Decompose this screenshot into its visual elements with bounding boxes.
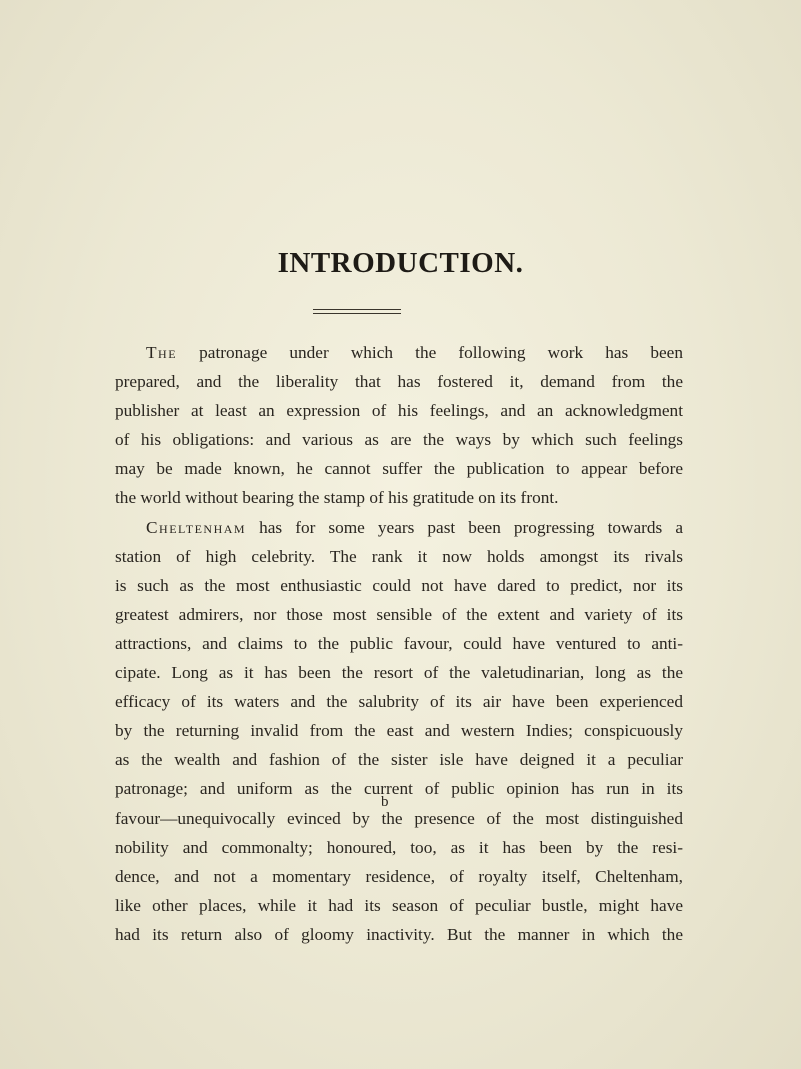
paragraph-2-line-12: nobility and commonalty; honoured, too, as it has been by the resi-	[115, 837, 683, 857]
paragraph-2-line-8: by the returning invalid from the east and western Indies; conspicuously	[115, 721, 683, 741]
paragraph-2-line-4: greatest admirers, nor those most sensible of the extent and variety of its	[115, 604, 683, 624]
paragraph-2-line-1	[115, 513, 683, 542]
paragraph-2-line-11: favour—unequivocally evinced by the presence of the most distinguished	[115, 808, 683, 828]
paragraph-1-line-1	[115, 338, 683, 367]
paragraph-2-line-3: is such as the most enthusiastic could not have dared to predict, nor its	[115, 575, 683, 595]
paragraph-2-line-15: had its return also of gloomy inactivity. But the manner in which the	[115, 924, 683, 944]
paragraph-2-line-6: cipate. Long as it has been the resort of the valetudinarian, long as the	[115, 663, 683, 683]
paragraph-1-line-3: publisher at least an expression of his feelings, and an acknowledgment	[115, 401, 683, 421]
paragraph-1-line-4: of his obligations: and various as are the ways by which such feelings	[115, 430, 683, 450]
paragraph-2-line-10: patronage; and uniform as the current of public opinion has run in its	[115, 779, 683, 799]
paragraph-1-line-2: prepared, and the liberality that has fostered it, demand from the	[115, 372, 683, 392]
lead-word: Cheltenham	[146, 517, 247, 537]
lead-word: The	[146, 343, 178, 362]
line-text: has for some years past been progressing towards a	[246, 517, 683, 537]
page-title: INTRODUCTION.	[277, 247, 524, 279]
paragraph-2-line-9: as the wealth and fashion of the sister isle have deigned it a peculiar	[115, 750, 683, 770]
line-text: patronage under which the following work has been	[177, 343, 683, 362]
body-text	[115, 338, 683, 949]
title-double-rule	[313, 309, 401, 314]
paragraph-2-line-7: efficacy of its waters and the salubrity of its air have been experienced	[115, 692, 683, 712]
paragraph-2-line-14: like other places, while it had its season of peculiar bustle, might have	[115, 895, 683, 915]
paragraph-2-line-13: dence, and not a momentary residence, of royalty itself, Cheltenham,	[115, 866, 683, 886]
signature-mark: b	[381, 794, 389, 810]
paragraph-1-line-5: may be made known, he cannot suffer the publication to appear before	[115, 459, 683, 479]
paragraph-2-line-5: attractions, and claims to the public favour, could have ventured to anti-	[115, 633, 683, 653]
paragraph-2-line-2: station of high celebrity. The rank it now holds amongst its rivals	[115, 546, 683, 566]
paragraph-1-line-6: the world without bearing the stamp of his gratitude on its front.	[115, 488, 559, 508]
